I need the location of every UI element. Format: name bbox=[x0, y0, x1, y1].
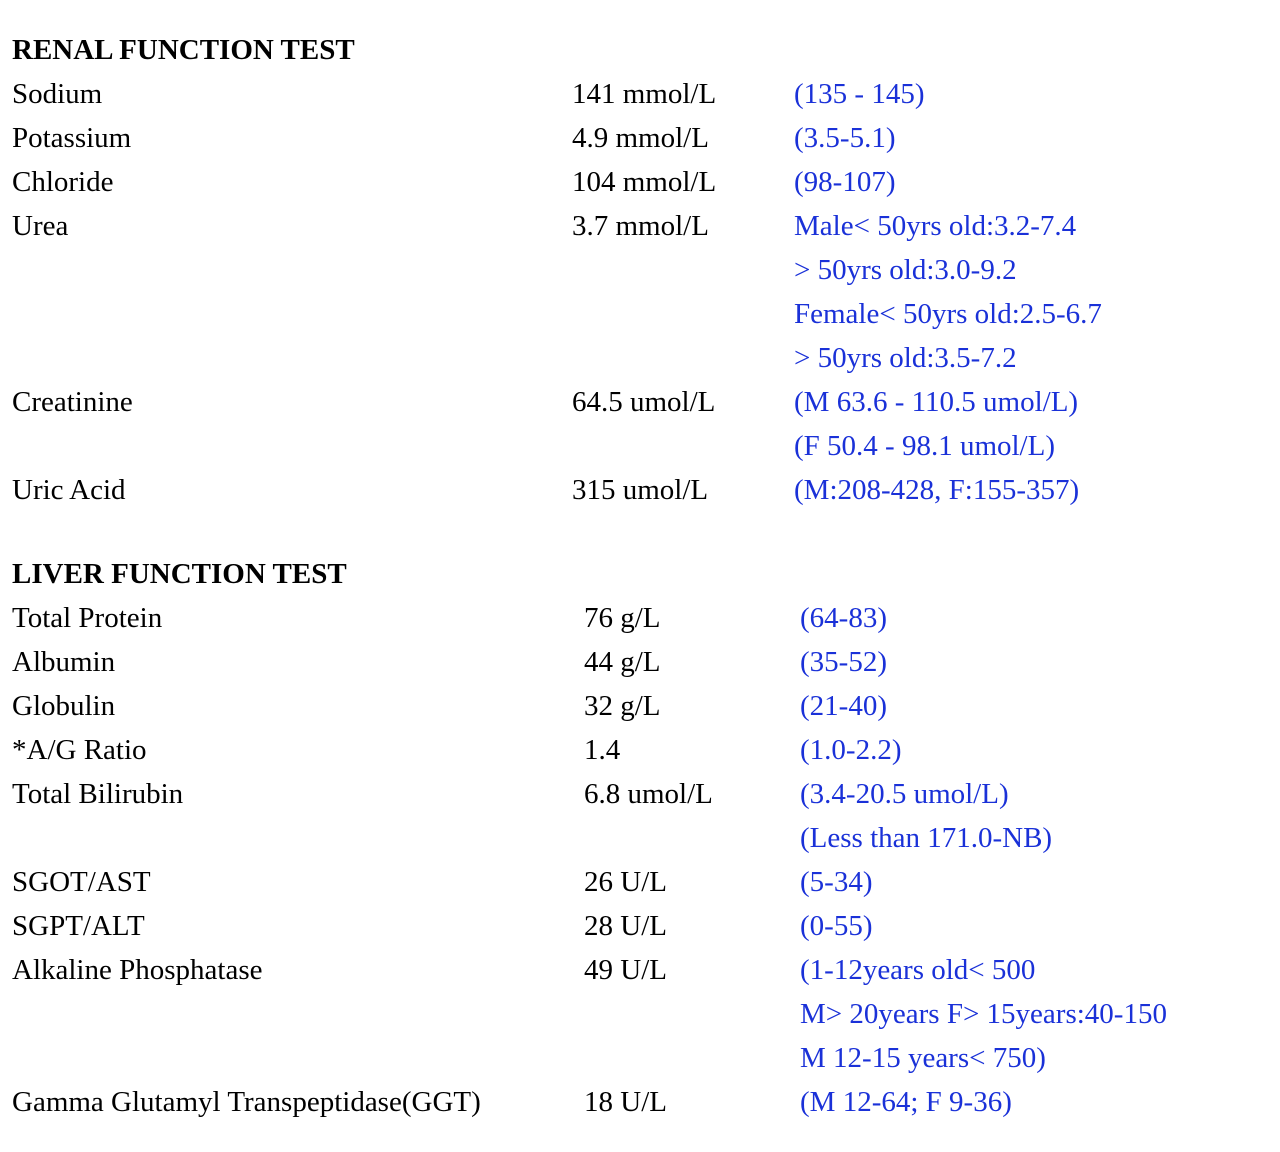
test-result: 32 g/L bbox=[584, 690, 661, 722]
test-name: Total Protein bbox=[12, 602, 163, 634]
test-name: SGOT/AST bbox=[12, 866, 151, 898]
reference-range-line: (5-34) bbox=[800, 866, 873, 898]
reference-range bbox=[794, 204, 1102, 380]
test-name: Sodium bbox=[12, 78, 103, 110]
liver-results-table bbox=[12, 596, 1268, 1124]
test-row bbox=[12, 860, 1268, 904]
test-name: Alkaline Phosphatase bbox=[12, 954, 263, 986]
test-result: 49 U/L bbox=[584, 954, 667, 986]
test-name: Uric Acid bbox=[12, 474, 126, 506]
test-row bbox=[12, 904, 1268, 948]
test-result: 76 g/L bbox=[584, 602, 661, 634]
renal-results-table bbox=[12, 72, 1268, 512]
test-row bbox=[12, 72, 1268, 116]
test-row bbox=[12, 1080, 1268, 1124]
test-result: 6.8 umol/L bbox=[584, 778, 713, 810]
reference-range bbox=[794, 116, 895, 160]
test-result: 4.9 mmol/L bbox=[572, 122, 709, 154]
test-row bbox=[12, 596, 1268, 640]
test-row bbox=[12, 116, 1268, 160]
liver-function-heading: LIVER FUNCTION TEST bbox=[12, 558, 347, 590]
reference-range bbox=[800, 1080, 1012, 1124]
reference-range-line: M> 20years F> 15years:40-150 bbox=[800, 998, 1167, 1030]
test-result: 18 U/L bbox=[584, 1086, 667, 1118]
test-result: 104 mmol/L bbox=[572, 166, 717, 198]
reference-range bbox=[800, 596, 887, 640]
test-name: Chloride bbox=[12, 166, 114, 198]
test-row bbox=[12, 728, 1268, 772]
reference-range bbox=[800, 684, 887, 728]
test-name: SGPT/ALT bbox=[12, 910, 145, 942]
test-result: 1.4 bbox=[584, 734, 621, 766]
reference-range-line: Female< 50yrs old:2.5-6.7 bbox=[794, 298, 1102, 330]
reference-range-line: (98-107) bbox=[794, 166, 896, 198]
reference-range-line: > 50yrs old:3.0-9.2 bbox=[794, 254, 1017, 286]
reference-range bbox=[794, 72, 924, 116]
test-result: 28 U/L bbox=[584, 910, 667, 942]
reference-range-line: (64-83) bbox=[800, 602, 887, 634]
reference-range bbox=[794, 160, 895, 204]
test-row bbox=[12, 684, 1268, 728]
reference-range-line: (3.4-20.5 umol/L) bbox=[800, 778, 1009, 810]
reference-range-line: (135 - 145) bbox=[794, 78, 925, 110]
reference-range bbox=[794, 380, 1078, 468]
renal-function-section bbox=[12, 28, 1268, 512]
reference-range bbox=[794, 468, 1079, 512]
test-row bbox=[12, 380, 1268, 468]
reference-range-line: (0-55) bbox=[800, 910, 873, 942]
test-result: 26 U/L bbox=[584, 866, 667, 898]
test-name: Globulin bbox=[12, 690, 116, 722]
reference-range-line: (M 12-64; F 9-36) bbox=[800, 1086, 1012, 1118]
test-name: Albumin bbox=[12, 646, 116, 678]
reference-range-line: M 12-15 years< 750) bbox=[800, 1042, 1046, 1074]
reference-range bbox=[800, 948, 1167, 1080]
test-result: 3.7 mmol/L bbox=[572, 210, 709, 242]
reference-range-line: (M 63.6 - 110.5 umol/L) bbox=[794, 386, 1079, 418]
test-name: Urea bbox=[12, 210, 69, 242]
reference-range-line: (Less than 171.0-NB) bbox=[800, 822, 1053, 854]
test-name: Creatinine bbox=[12, 386, 133, 418]
reference-range-line: (3.5-5.1) bbox=[794, 122, 896, 154]
reference-range bbox=[800, 904, 872, 948]
renal-function-heading: RENAL FUNCTION TEST bbox=[12, 34, 355, 66]
test-row bbox=[12, 772, 1268, 860]
reference-range-line: (1.0-2.2) bbox=[800, 734, 902, 766]
test-name: *A/G Ratio bbox=[12, 734, 147, 766]
test-result: 141 mmol/L bbox=[572, 78, 717, 110]
test-row bbox=[12, 160, 1268, 204]
reference-range-line: (M:208-428, F:155-357) bbox=[794, 474, 1080, 506]
reference-range bbox=[800, 860, 872, 904]
reference-range-line: (21-40) bbox=[800, 690, 887, 722]
reference-range-line: (F 50.4 - 98.1 umol/L) bbox=[794, 430, 1055, 462]
reference-range-line: (35-52) bbox=[800, 646, 887, 678]
test-row bbox=[12, 468, 1268, 512]
test-row bbox=[12, 640, 1268, 684]
test-name: Total Bilirubin bbox=[12, 778, 184, 810]
test-result: 64.5 umol/L bbox=[572, 386, 716, 418]
test-name: Gamma Glutamyl Transpeptidase(GGT) bbox=[12, 1086, 481, 1118]
reference-range-line: > 50yrs old:3.5-7.2 bbox=[794, 342, 1017, 374]
reference-range-line: Male< 50yrs old:3.2-7.4 bbox=[794, 210, 1077, 242]
test-name: Potassium bbox=[12, 122, 132, 154]
reference-range bbox=[800, 772, 1052, 860]
test-result: 315 umol/L bbox=[572, 474, 709, 506]
reference-range bbox=[800, 640, 887, 684]
reference-range bbox=[800, 728, 901, 772]
test-row bbox=[12, 204, 1268, 380]
reference-range-line: (1-12years old< 500 bbox=[800, 954, 1036, 986]
test-result: 44 g/L bbox=[584, 646, 661, 678]
liver-function-section bbox=[12, 552, 1268, 1124]
test-row bbox=[12, 948, 1268, 1080]
